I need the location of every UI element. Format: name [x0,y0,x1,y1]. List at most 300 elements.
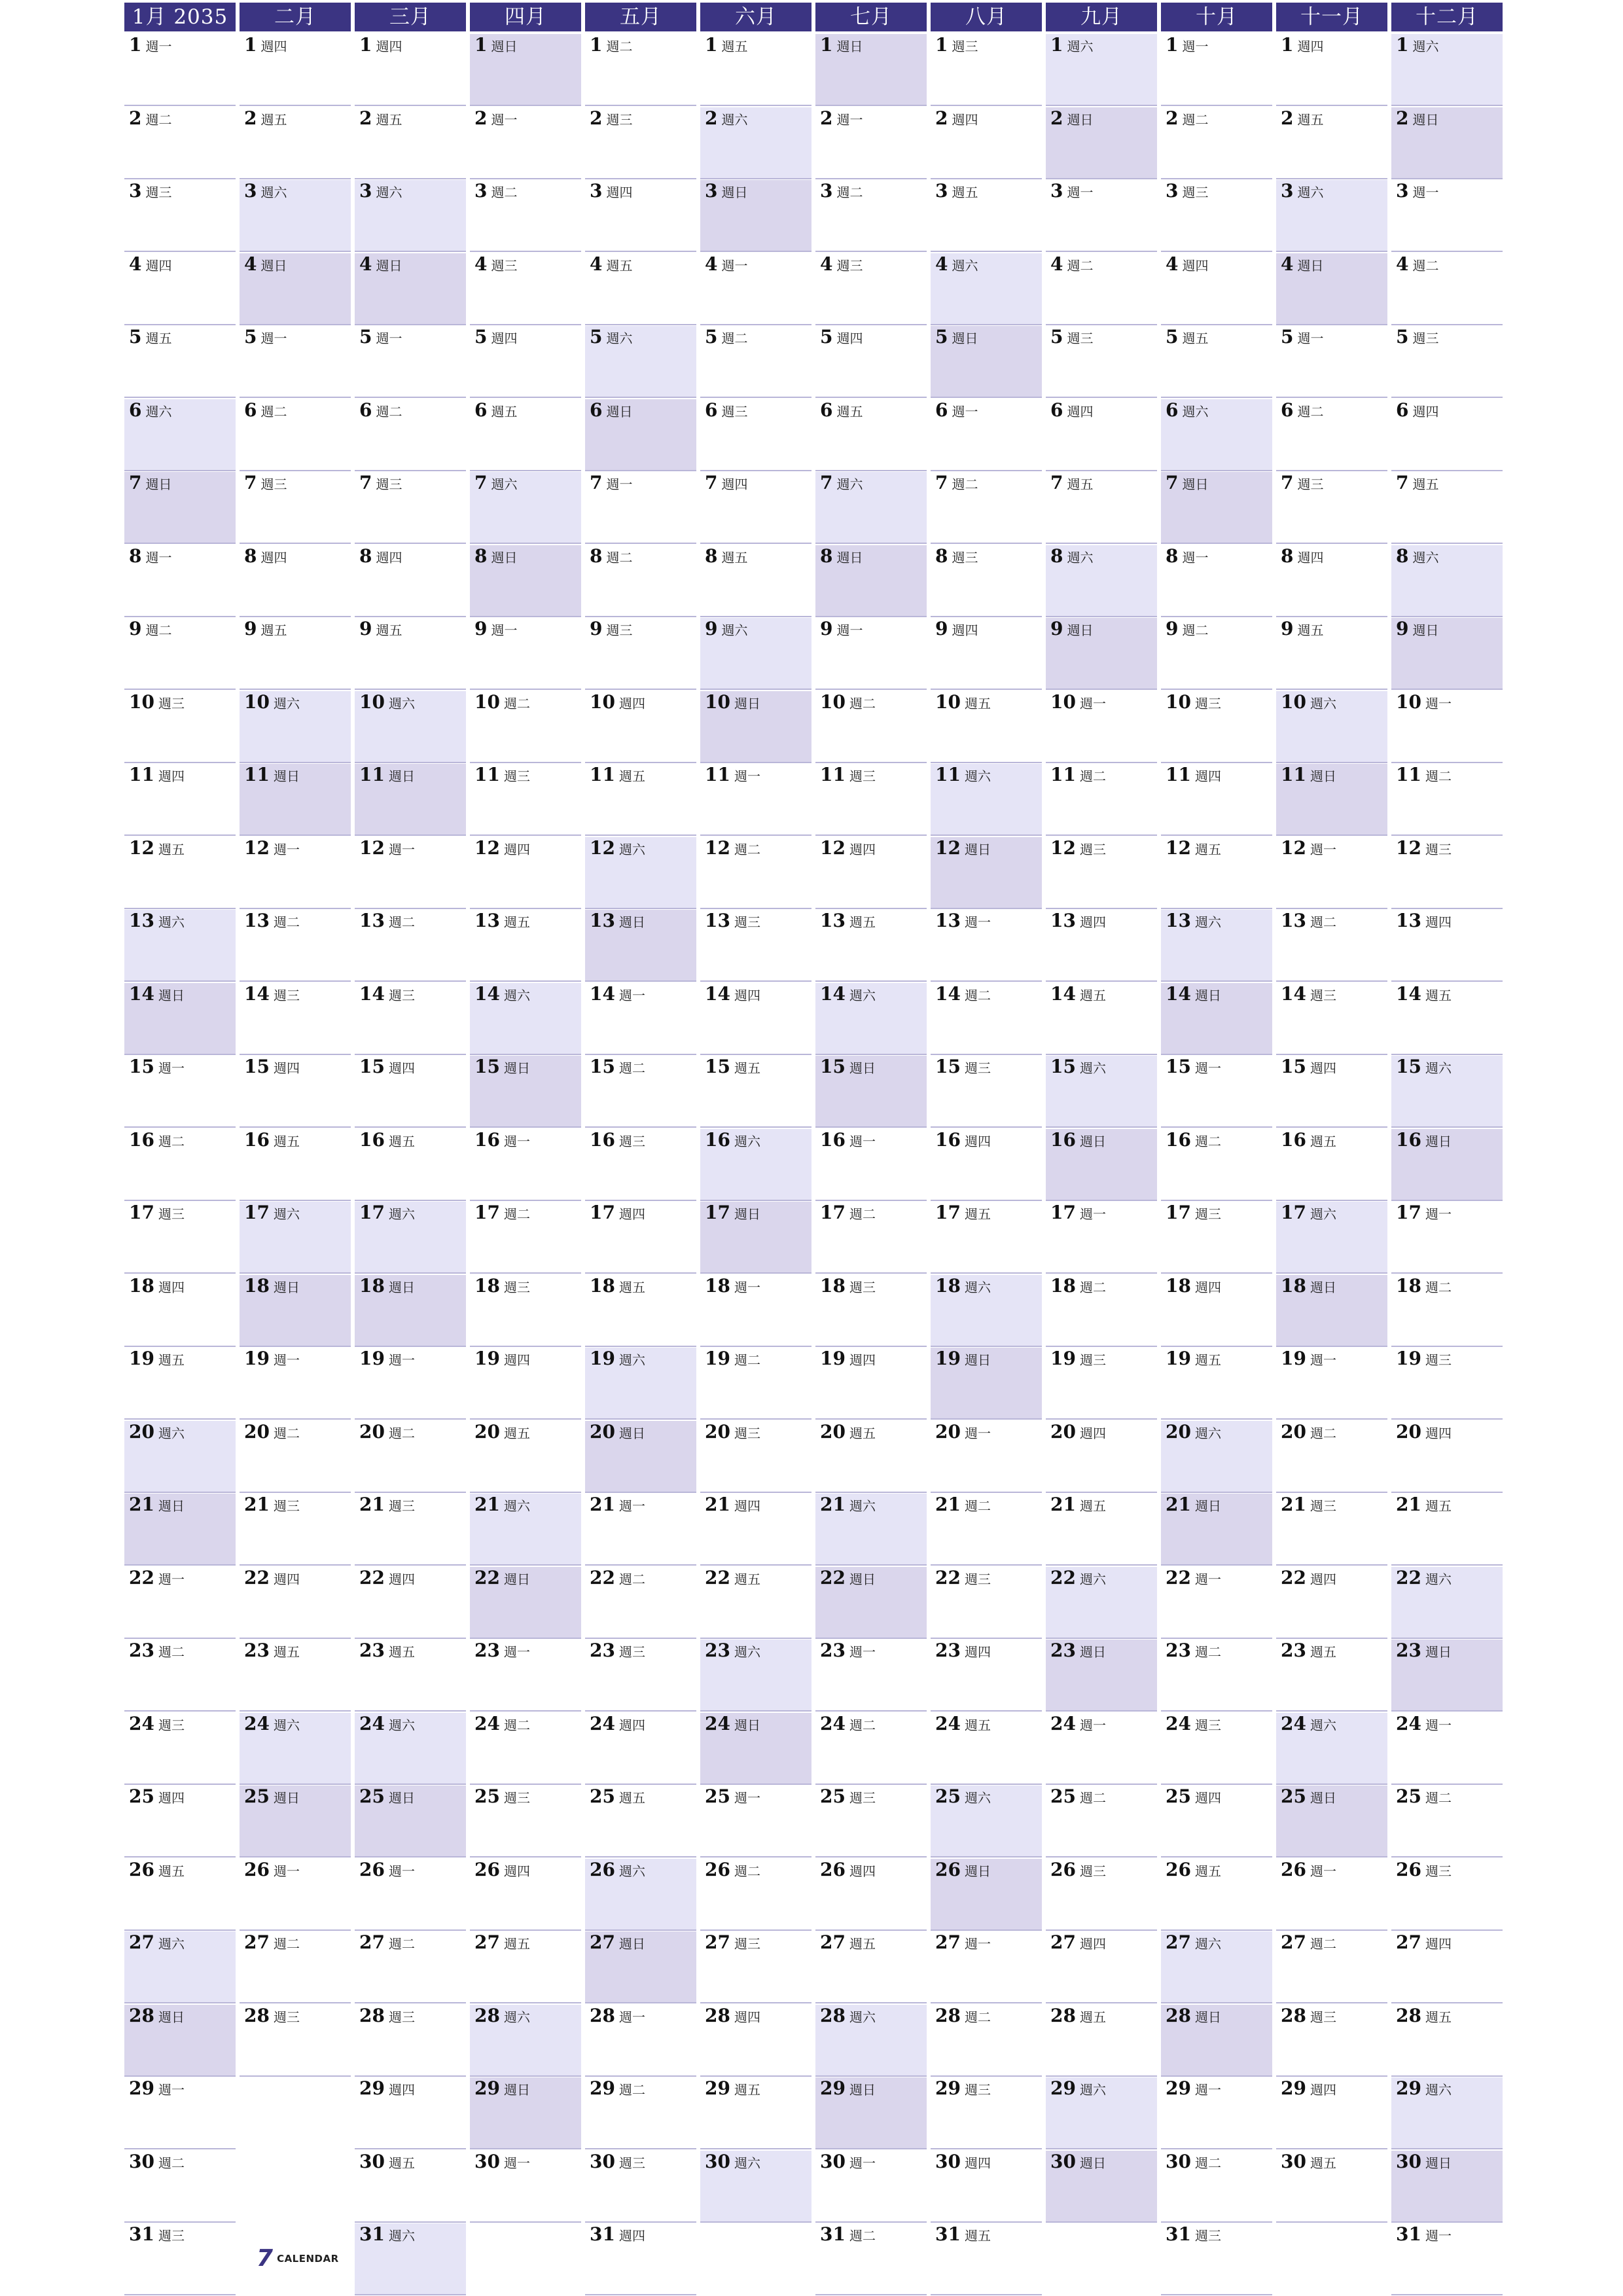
weekday-label: 週二 [158,1644,185,1660]
day-cell [124,34,236,106]
day-cell [700,1713,812,1785]
day-number: 18 [820,1274,846,1297]
day-number: 16 [1281,1128,1306,1151]
day-cell [1046,1348,1157,1420]
weekday-label: 週二 [964,1498,991,1514]
weekday-label: 週二 [273,1936,300,1952]
weekday-label: 週二 [1182,111,1209,128]
day-cell [355,107,466,179]
brand-logo [257,2245,339,2272]
weekday-label: 週一 [952,403,978,420]
weekday-label: 週三 [1194,2228,1221,2244]
weekday-label: 週三 [1079,1352,1106,1368]
weekday-label: 週六 [734,1133,760,1149]
weekday-label: 週三 [849,768,876,784]
day-cell [1276,34,1387,106]
day-cell [815,1785,927,1857]
day-cell [815,1567,927,1639]
day-number: 16 [244,1128,270,1151]
weekday-label: 週一 [734,768,760,784]
weekday-label: 週三 [1079,841,1106,857]
day-cell [1046,1859,1157,1931]
day-cell [240,691,351,763]
weekday-label: 週二 [849,695,876,711]
day-number: 8 [474,545,488,567]
weekday-label: 週五 [1425,2009,1452,2025]
day-number: 21 [1050,1494,1076,1515]
day-number: 28 [244,2004,270,2026]
day-cell [585,2151,696,2223]
day-number: 26 [129,1858,154,1880]
weekday-label: 週三 [1425,1863,1452,1879]
weekday-label: 週三 [618,1644,645,1660]
weekday-label: 週日 [273,1279,300,1295]
day-cell [1161,34,1272,106]
day-number: 19 [1281,1348,1306,1369]
day-number: 29 [1396,2077,1421,2099]
weekday-label: 週五 [952,185,978,200]
weekday-label: 週六 [273,1717,300,1733]
weekday-label: 週六 [618,1863,645,1879]
day-number: 16 [705,1128,730,1151]
day-cell [1046,1056,1157,1128]
day-cell [931,1275,1042,1347]
day-number: 15 [705,1056,730,1077]
day-cell [1046,691,1157,763]
day-number: 3 [359,180,372,202]
weekday-label: 週二 [1079,1279,1106,1295]
day-number: 10 [129,691,154,713]
day-number: 17 [359,1202,385,1223]
day-cell [1276,1202,1387,1274]
day-cell [240,1785,351,1857]
day-cell [931,2005,1042,2077]
weekday-label: 週四 [158,1790,185,1806]
weekday-label: 週五 [1079,987,1106,1003]
day-number: 13 [129,910,154,931]
day-number: 11 [820,764,846,785]
day-cell [585,253,696,325]
day-cell [700,983,812,1055]
day-cell [815,1494,927,1566]
weekday-label: 週三 [964,1060,991,1076]
weekday-label: 週二 [1425,1790,1452,1806]
day-number: 10 [474,691,500,713]
day-cell [355,1494,466,1566]
day-cell [1391,545,1503,617]
day-number: 25 [359,1785,385,1807]
day-cell [1046,1567,1157,1639]
weekday-label: 週日 [1079,1644,1106,1660]
day-cell [931,691,1042,763]
day-number: 10 [1281,691,1306,713]
weekday-label: 週四 [618,1206,645,1222]
day-number: 3 [1166,180,1179,202]
day-cell [815,1275,927,1347]
day-cell [931,1713,1042,1785]
weekday-label: 週四 [1310,1060,1336,1076]
weekday-label: 週二 [491,185,518,200]
day-cell [240,107,351,179]
day-number: 26 [590,1858,615,1880]
day-cell [355,399,466,471]
day-cell [355,764,466,836]
day-number: 3 [590,180,603,202]
weekday-label: 週四 [1079,1936,1106,1952]
weekday-label: 週日 [1310,768,1336,784]
day-number: 3 [1396,180,1409,202]
day-cell [1391,107,1503,179]
day-number: 11 [705,764,730,785]
day-cell [585,983,696,1055]
day-cell [585,2005,696,2077]
day-cell [124,1859,236,1931]
day-cell [1391,1129,1503,1201]
weekday-label: 週一 [1297,331,1324,346]
weekday-label: 週日 [260,257,287,274]
day-number: 20 [1050,1420,1076,1443]
day-cell [124,2077,236,2149]
weekday-label: 週三 [503,1790,530,1806]
day-number: 20 [935,1420,961,1443]
day-cell [355,253,466,325]
weekday-label: 週四 [260,39,287,54]
weekday-label: 週日 [158,2009,185,2025]
weekday-label: 週六 [388,1206,415,1222]
day-number: 24 [590,1712,615,1734]
day-cell [931,253,1042,325]
day-cell [1161,1275,1272,1347]
day-number: 28 [1166,2004,1191,2026]
weekday-label: 週四 [1425,1936,1452,1952]
day-number: 18 [1166,1274,1191,1297]
day-cell [470,1713,581,1785]
weekday-label: 週二 [1310,914,1336,930]
day-number: 2 [590,107,603,129]
day-cell [585,2223,696,2295]
day-cell [700,1494,812,1566]
day-number: 17 [935,1202,961,1223]
day-cell [700,618,812,690]
day-cell [931,34,1042,106]
day-number: 26 [1396,1858,1421,1880]
weekday-label: 週六 [849,987,876,1003]
weekday-label: 週四 [491,331,518,346]
day-number: 18 [474,1274,500,1297]
day-cell [931,399,1042,471]
day-number: 21 [129,1494,154,1515]
weekday-label: 週日 [964,1863,991,1879]
weekday-label: 週二 [964,2009,991,2025]
weekday-label: 週四 [952,622,978,638]
day-cell [240,1056,351,1128]
day-cell [1276,837,1387,909]
day-number: 6 [1396,399,1409,421]
day-cell [585,910,696,982]
day-number: 23 [474,1640,500,1661]
weekday-label: 週五 [491,403,518,420]
weekday-label: 週四 [158,1279,185,1295]
weekday-label: 週一 [1425,695,1452,711]
day-cell [815,691,927,763]
day-cell [1046,1129,1157,1201]
weekday-label: 週二 [503,695,530,711]
weekday-label: 週一 [1310,841,1336,857]
day-cell [700,107,812,179]
day-cell [240,983,351,1055]
day-cell [1046,107,1157,179]
day-cell [1276,1421,1387,1493]
weekday-label: 週三 [734,914,760,930]
day-cell [1161,910,1272,982]
weekday-label: 週六 [503,1498,530,1514]
day-number: 22 [1396,1566,1421,1588]
day-number: 5 [244,326,257,348]
weekday-label: 週四 [1079,1425,1106,1441]
day-number: 16 [359,1128,385,1151]
day-number: 9 [935,618,948,639]
day-number: 23 [705,1640,730,1661]
day-number: 12 [474,836,500,859]
weekday-label: 週六 [849,1498,876,1514]
weekday-label: 週三 [388,1498,415,1514]
weekday-label: 週四 [158,768,185,784]
month-header: 六月 [700,3,812,31]
weekday-label: 週日 [1194,1498,1221,1514]
day-number: 29 [129,2077,154,2099]
day-number: 16 [820,1128,846,1151]
weekday-label: 週三 [1425,841,1452,857]
day-cell [1161,2151,1272,2223]
day-number: 1 [1281,34,1294,56]
weekday-label: 週一 [503,1644,530,1660]
day-number: 19 [1050,1348,1076,1369]
weekday-label: 週五 [734,2082,760,2098]
weekday-label: 週三 [158,1206,185,1222]
day-number: 31 [359,2223,385,2245]
day-number: 4 [705,253,718,275]
day-number: 14 [705,982,730,1005]
day-cell [355,1056,466,1128]
weekday-label: 週日 [734,695,760,711]
day-number: 25 [1050,1785,1076,1807]
weekday-label: 週日 [618,1936,645,1952]
weekday-label: 週六 [1067,549,1094,565]
day-number: 21 [359,1494,385,1515]
day-number: 8 [705,545,718,567]
day-number: 11 [590,764,615,785]
day-number: 6 [705,399,718,421]
weekday-label: 週一 [1425,1206,1452,1222]
day-number: 27 [1166,1931,1191,1953]
day-cell [1391,472,1503,544]
day-cell [585,618,696,690]
day-cell [931,1494,1042,1566]
weekday-label: 週二 [1194,2155,1221,2171]
weekday-label: 週六 [618,1352,645,1368]
weekday-label: 週五 [721,549,748,565]
day-cell [1046,545,1157,617]
day-number: 5 [590,326,603,348]
day-number: 14 [474,982,500,1005]
day-number: 14 [935,982,961,1005]
day-cell [1391,253,1503,325]
day-number: 17 [705,1202,730,1223]
day-number: 29 [1050,2077,1076,2099]
day-number: 20 [129,1420,154,1443]
day-number: 21 [820,1494,846,1515]
day-cell [240,837,351,909]
weekday-label: 週六 [1412,549,1439,565]
weekday-label: 週日 [836,39,863,54]
weekday-label: 週一 [260,331,287,346]
weekday-label: 週四 [388,1571,415,1587]
weekday-label: 週二 [260,403,287,420]
day-cell [1276,2077,1387,2149]
day-number: 10 [359,691,385,713]
day-cell [1276,691,1387,763]
day-number: 28 [705,2004,730,2026]
weekday-label: 週三 [1412,331,1439,346]
weekday-label: 週四 [618,1717,645,1733]
day-number: 22 [705,1566,730,1588]
day-cell [1161,180,1272,252]
day-number: 22 [1281,1566,1306,1588]
day-number: 20 [1281,1420,1306,1443]
day-number: 7 [590,472,603,493]
weekday-label: 週二 [1425,768,1452,784]
weekday-label: 週六 [388,2228,415,2244]
weekday-label: 週四 [388,2082,415,2098]
weekday-label: 週三 [1297,476,1324,492]
weekday-label: 週五 [388,1644,415,1660]
day-number: 21 [244,1494,270,1515]
weekday-label: 週六 [1079,1571,1106,1587]
day-number: 29 [820,2077,846,2099]
day-cell [1161,1567,1272,1639]
day-number: 8 [1396,545,1409,567]
day-cell [585,1859,696,1931]
month-header: 十月 [1161,3,1272,31]
weekday-label: 週二 [1297,403,1324,420]
weekday-label: 週日 [1425,1133,1452,1149]
day-number: 20 [705,1420,730,1443]
day-number: 27 [1396,1931,1421,1953]
day-cell [355,472,466,544]
weekday-label: 週一 [734,1279,760,1295]
day-number: 30 [474,2150,500,2172]
day-cell [124,2223,236,2295]
weekday-label: 週三 [1310,2009,1336,2025]
weekday-label: 週日 [952,331,978,346]
day-number: 8 [820,545,833,567]
weekday-label: 週日 [1067,111,1094,128]
day-cell [124,1202,236,1274]
weekday-label: 週五 [260,622,287,638]
day-number: 1 [935,34,948,56]
day-number: 12 [1166,836,1191,859]
day-cell [1391,1275,1503,1347]
day-cell [1391,691,1503,763]
day-number: 6 [1281,399,1294,421]
day-number: 5 [474,326,488,348]
weekday-label: 週五 [1079,2009,1106,2025]
weekday-label: 週六 [836,476,863,492]
day-number: 12 [1396,836,1421,859]
weekday-label: 週四 [1310,2082,1336,2098]
day-number: 11 [244,764,270,785]
day-cell [1161,1494,1272,1566]
day-cell [815,1348,927,1420]
day-number: 29 [705,2077,730,2099]
day-number: 4 [1166,253,1179,275]
weekday-label: 週六 [1425,1060,1452,1076]
weekday-label: 週三 [1194,695,1221,711]
weekday-label: 週五 [1297,622,1324,638]
day-number: 21 [935,1494,961,1515]
day-number: 21 [590,1494,615,1515]
day-cell [355,2151,466,2223]
day-number: 4 [359,253,372,275]
weekday-label: 週四 [1297,549,1324,565]
day-number: 12 [1050,836,1076,859]
day-cell [1276,2005,1387,2077]
day-cell [355,691,466,763]
day-cell [124,618,236,690]
day-number: 6 [244,399,257,421]
day-number: 27 [590,1931,615,1953]
month-header: 九月 [1046,3,1157,31]
day-number: 17 [820,1202,846,1223]
weekday-label: 週一 [388,1352,415,1368]
day-number: 7 [1050,472,1063,493]
day-number: 24 [820,1712,846,1734]
day-number: 16 [129,1128,154,1151]
weekday-label: 週五 [1310,2155,1336,2171]
weekday-label: 週日 [1194,987,1221,1003]
day-number: 26 [474,1858,500,1880]
weekday-label: 週五 [158,1352,185,1368]
day-cell [815,34,927,106]
day-cell [355,180,466,252]
weekday-label: 週六 [158,1936,185,1952]
weekday-label: 週日 [158,987,185,1003]
weekday-label: 週日 [618,914,645,930]
day-number: 14 [820,982,846,1005]
day-cell [355,1129,466,1201]
day-number: 5 [359,326,372,348]
day-number: 14 [359,982,385,1005]
day-number: 15 [129,1056,154,1077]
day-number: 18 [935,1274,961,1297]
day-number: 9 [1050,618,1063,639]
day-cell [470,107,581,179]
day-cell [240,1348,351,1420]
day-number: 9 [590,618,603,639]
weekday-label: 週六 [964,1279,991,1295]
weekday-label: 週六 [1425,2082,1452,2098]
day-cell [470,1202,581,1274]
day-number: 25 [1166,1785,1191,1807]
day-number: 22 [590,1566,615,1588]
weekday-label: 週六 [260,185,287,200]
day-cell [355,837,466,909]
day-number: 13 [1166,910,1191,931]
day-number: 10 [1396,691,1421,713]
day-number: 28 [590,2004,615,2026]
day-cell [1276,618,1387,690]
weekday-label: 週一 [618,1498,645,1514]
